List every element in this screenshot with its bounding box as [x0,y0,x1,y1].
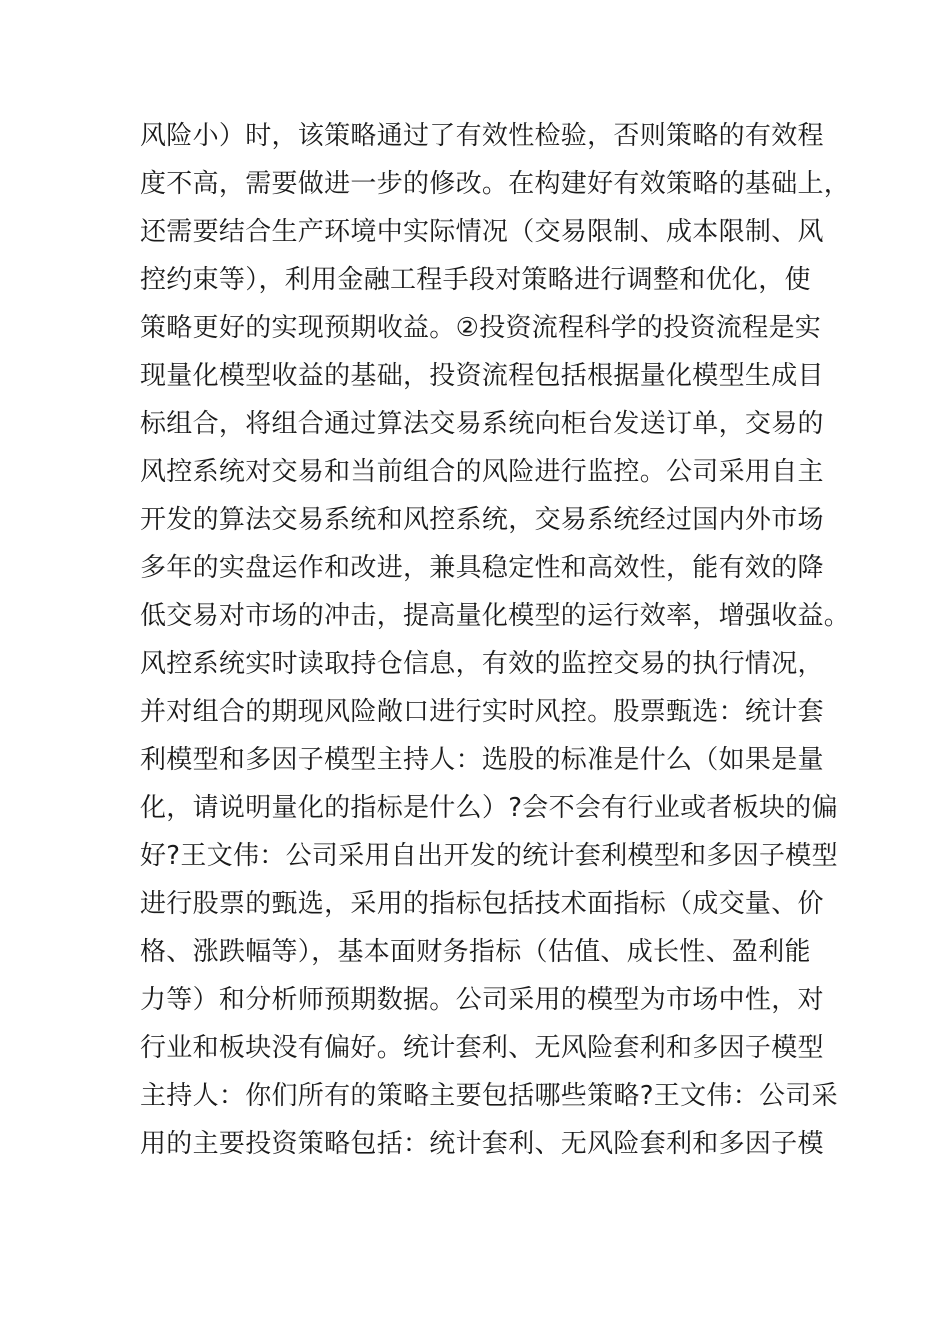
text-line: 行业和板块没有偏好。统计套利、无风险套利和多因子模型 [140,1033,824,1063]
body-text [140,112,851,1168]
text-line: 还需要结合生产环境中实际情况（交易限制、成本限制、风 [140,217,824,247]
text-line: 度不高，需要做进一步的修改。在构建好有效策略的基础上， [140,169,851,199]
text-line: 用的主要投资策略包括：统计套利、无风险套利和多因子模 [140,1129,824,1159]
text-line: 化，请说明量化的指标是什么）?会不会有行业或者板块的偏 [140,793,838,823]
text-line: 多年的实盘运作和改进，兼具稳定性和高效性，能有效的降 [140,553,824,583]
text-line: 力等）和分析师预期数据。公司采用的模型为市场中性，对 [140,985,824,1015]
text-line: 策略更好的实现预期收益。②投资流程科学的投资流程是实 [140,313,822,343]
text-line: 风控系统实时读取持仓信息，有效的监控交易的执行情况， [140,649,824,679]
text-line: 标组合，将组合通过算法交易系统向柜台发送订单，交易的 [140,409,824,439]
text-line: 现量化模型收益的基础，投资流程包括根据量化模型生成目 [140,361,824,391]
text-line: 格、涨跌幅等），基本面财务指标（估值、成长性、盈利能 [140,937,811,967]
text-line: 进行股票的甄选，采用的指标包括技术面指标（成交量、价 [140,889,824,919]
text-line: 风控系统对交易和当前组合的风险进行监控。公司采用自主 [140,457,824,487]
text-line: 并对组合的期现风险敞口进行实时风控。股票甄选：统计套 [140,697,824,727]
text-line: 利模型和多因子模型主持人：选股的标准是什么（如果是量 [140,745,824,775]
text-line: 开发的算法交易系统和风控系统，交易系统经过国内外市场 [140,505,824,535]
text-line: 风险小）时，该策略通过了有效性检验，否则策略的有效程 [140,121,824,151]
text-line: 低交易对市场的冲击，提高量化模型的运行效率，增强收益。 [140,601,851,631]
text-line: 好?王文伟：公司采用自出开发的统计套利模型和多因子模型 [140,841,838,871]
text-line: 控约束等），利用金融工程手段对策略进行调整和优化，使 [140,265,811,295]
text-line: 主持人：你们所有的策略主要包括哪些策略?王文伟：公司采 [140,1081,838,1111]
